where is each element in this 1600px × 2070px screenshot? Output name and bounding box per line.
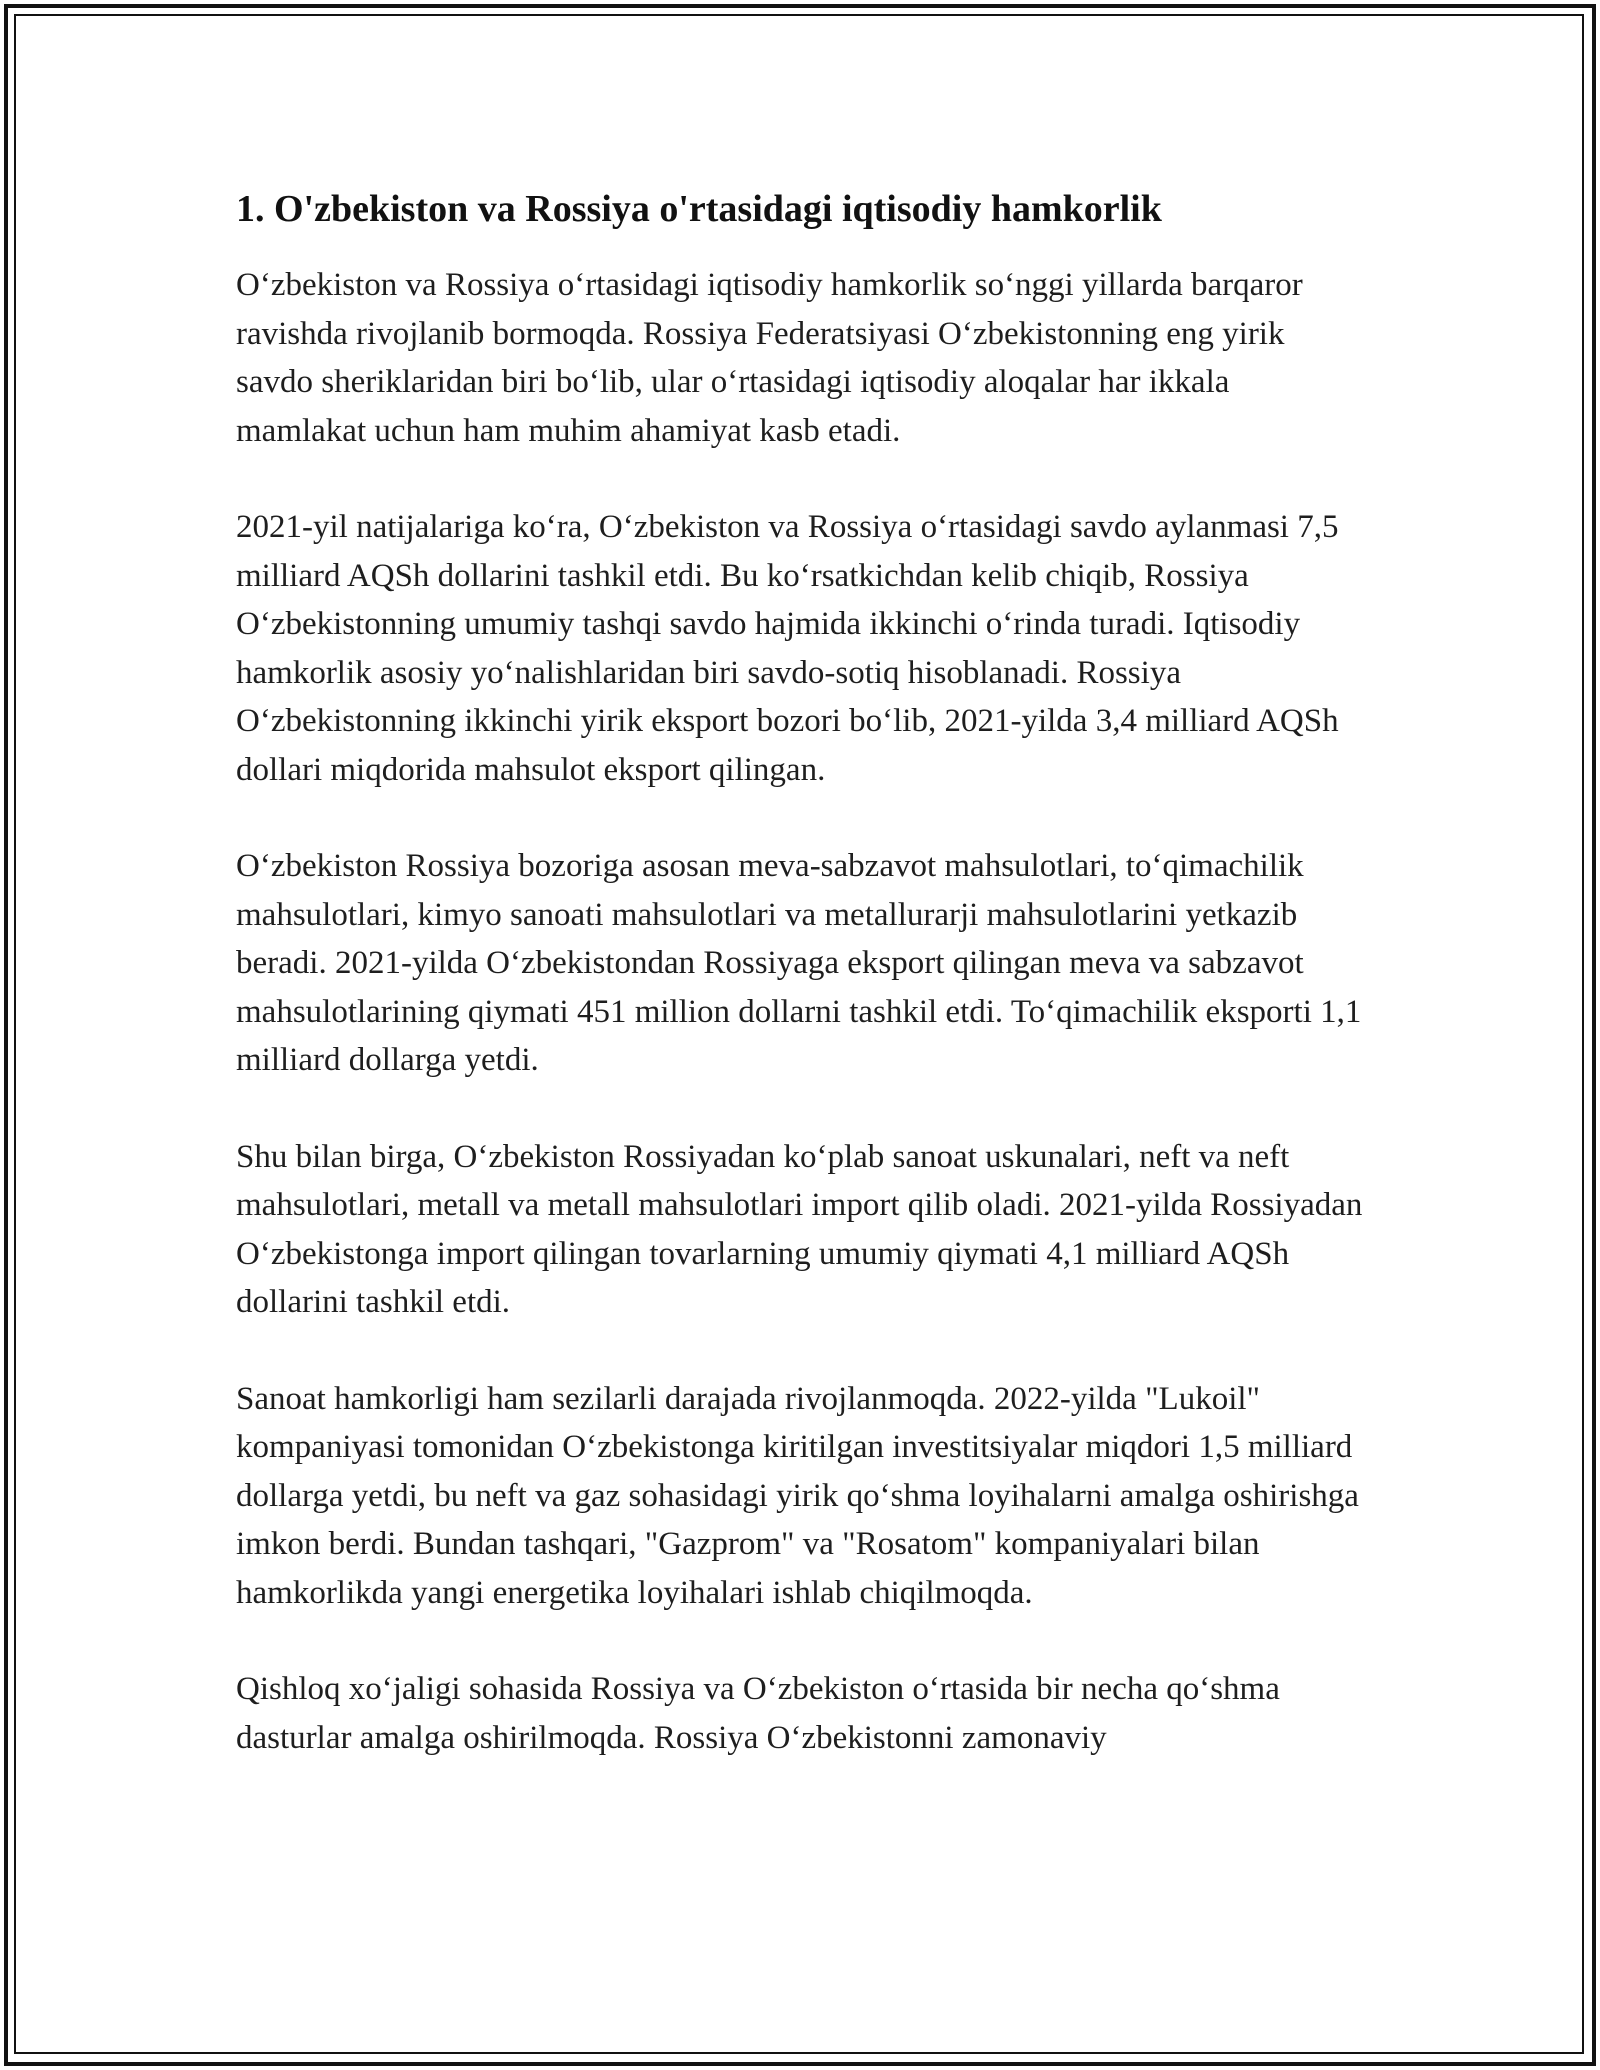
paragraph-1: O‘zbekiston va Rossiya o‘rtasidagi iqtisodiy hamkorlik so‘nggi yillarda barqaror ravishda rivojlanib bormoqda. Rossiya Federatsiyasi O‘zbekistonning eng yirik savdo sheriklaridan biri bo‘lib, ular o‘rtasidagi iqtisodiy aloqalar har ikkala mamlakat uchun ham muhim ahamiyat kasb etadi. xyxy=(236,267,1303,449)
paragraph-2: 2021-yil natijalariga ko‘ra, O‘zbekiston va Rossiya o‘rtasidagi savdo aylanmasi 7,5 milliard AQSh dollarini tashkil etdi. Bu ko‘rsatkichdan kelib chiqib, Rossiya O‘zbekistonning umumiy tashqi savdo hajmida ikkinchi o‘rinda turadi. Iqtisodiy hamkorlik asosiy yo‘nalishlaridan biri savdo-sotiq hisoblanadi. Rossiya O‘zbekistonning ikkinchi yirik eksport bozori bo‘lib, 2021-yilda 3,4 milliard AQSh dollari miqdorida mahsulot eksport qilingan. xyxy=(236,509,1339,788)
document-body xyxy=(236,185,1366,1810)
section-heading: 1. O'zbekiston va Rossiya o'rtasidagi iqtisodiy hamkorlik xyxy=(236,188,1162,230)
paragraph-3: O‘zbekiston Rossiya bozoriga asosan meva-sabzavot mahsulotlari, to‘qimachilik mahsulotlari, kimyo sanoati mahsulotlari va metallurarji mahsulotlarini yetkazib beradi. 2021-yilda O‘zbekistondan Rossiyaga eksport qilingan meva va sabzavot mahsulotlarining qiymati 451 million dollarni tashkil etdi. To‘qimachilik eksporti 1,1 milliard dollarga yetdi. xyxy=(236,848,1362,1078)
paragraph-6: Qishloq xo‘jaligi sohasida Rossiya va O‘zbekiston o‘rtasida bir necha qo‘shma dasturlar amalga oshirilmoqda. Rossiya O‘zbekistonni zamonaviy xyxy=(236,1671,1280,1756)
paragraph-5: Sanoat hamkorligi ham sezilarli darajada rivojlanmoqda. 2022-yilda "Lukoil" kompaniyasi tomonidan O‘zbekistonga kiritilgan investitsiyalar miqdori 1,5 milliard dollarga yetdi, bu neft va gaz sohasidagi yirik qo‘shma loyihalarni amalga oshirishga imkon berdi. Bundan tashqari, "Gazprom" va "Rosatom" kompaniyalari bilan hamkorlikda yangi energetika loyihalari ishlab chiqilmoqda. xyxy=(236,1380,1359,1611)
paragraph-4: Shu bilan birga, O‘zbekiston Rossiyadan ko‘plab sanoat uskunalari, neft va neft mahsulotlari, metall va metall mahsulotlari import qilib oladi. 2021-yilda Rossiyadan O‘zbekistonga import qilingan tovarlarning umumiy qiymati 4,1 milliard AQSh dollarini tashkil etdi. xyxy=(236,1138,1363,1320)
